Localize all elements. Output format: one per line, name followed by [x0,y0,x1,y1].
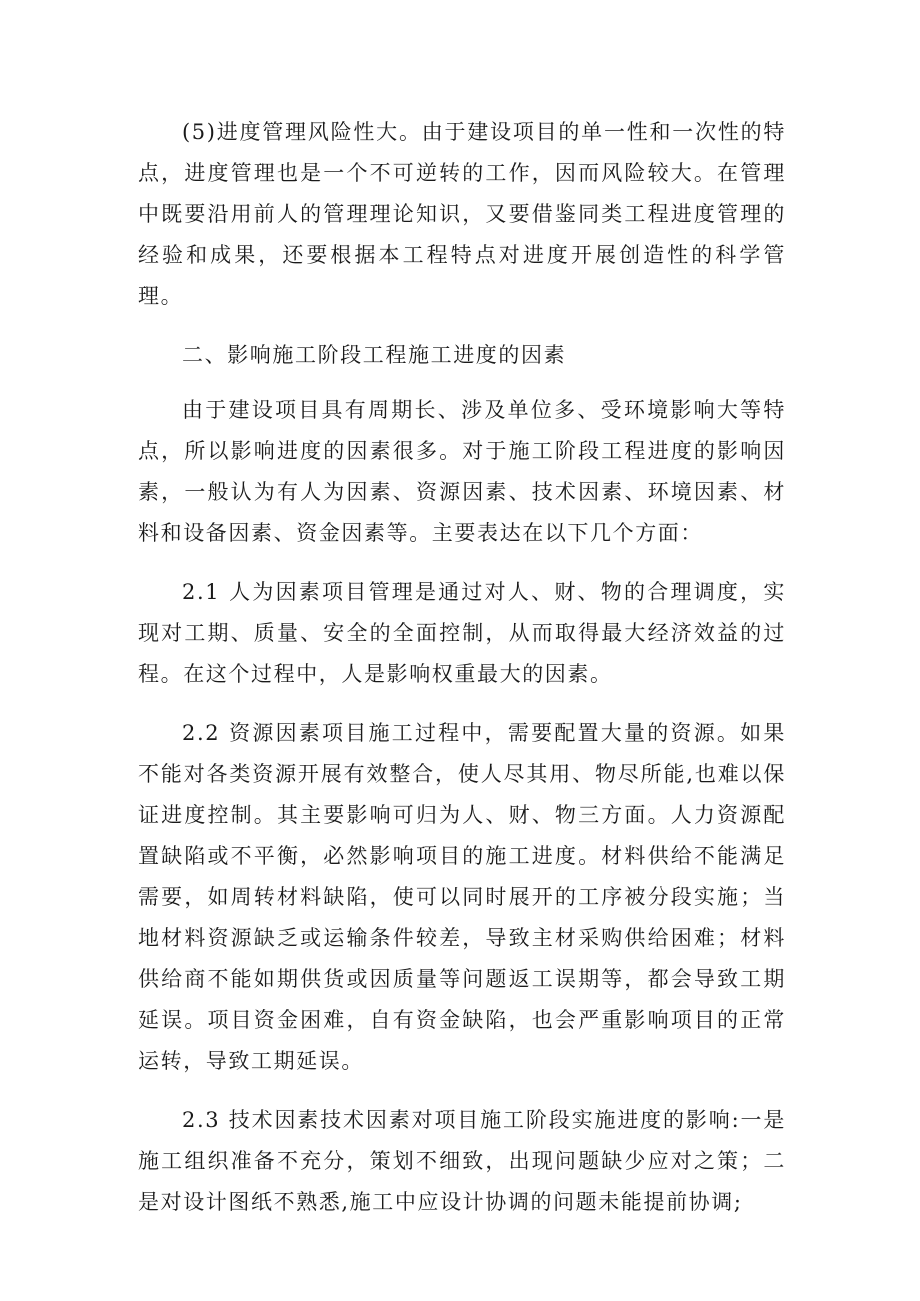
paragraph-resource-factors: 2.2 资源因素项目施工过程中，需要配置大量的资源。如果不能对各类资源开展有效整合，使人尽其用、物尽所能,也难以保证进度控制。其主要影响可归为人、财、物三方面。人力资源配置缺陷或不平衡，必然影响项目的施工进度。材料供给不能满足需要，如周转材料缺陷，使可以同时展开的工序被分段实施；当地材料资源缺乏或运输条件较差，导致主材采购供给困难；材料供给商不能如期供货或因质量等问题返工误期等，都会导致工期延误。项目资金困难，自有资金缺陷，也会严重影响项目的正常运转，导致工期延误。 [138,721,786,1073]
paragraph-progress-risk: (5)进度管理风险性大。由于建设项目的单一性和一次性的特点，进度管理也是一个不可逆转的工作，因而风险较大。在管理中既要沿用前人的管理理论知识，又要借鉴同类工程进度管理的经验和成果，还要根据本工程特点对进度开展创造性的科学管理。 [138,120,786,308]
paragraph-technical-factors: 2.3 技术因素技术因素对项目施工阶段实施进度的影响:一是施工组织准备不充分，策划不细致，出现问题缺少应对之策；二是对设计图纸不熟悉,施工中应设计协调的问题未能提前协调; [138,1108,786,1214]
paragraph-factors-intro: 由于建设项目具有周期长、涉及单位多、受环境影响大等特点，所以影响进度的因素很多。对于施工阶段工程进度的影响因素，一般认为有人为因素、资源因素、技术因素、环境因素、材料和设备因素、资金因素等。主要表达在以下几个方面： [138,398,786,545]
document-body [138,112,786,1241]
paragraph-human-factors: 2.1 人为因素项目管理是通过对人、财、物的合理调度，实现对工期、质量、安全的全面控制，从而取得最大经济效益的过程。在这个过程中，人是影响权重最大的因素。 [138,580,786,686]
section-heading-factors: 二、影响施工阶段工程施工进度的因素 [182,343,567,367]
